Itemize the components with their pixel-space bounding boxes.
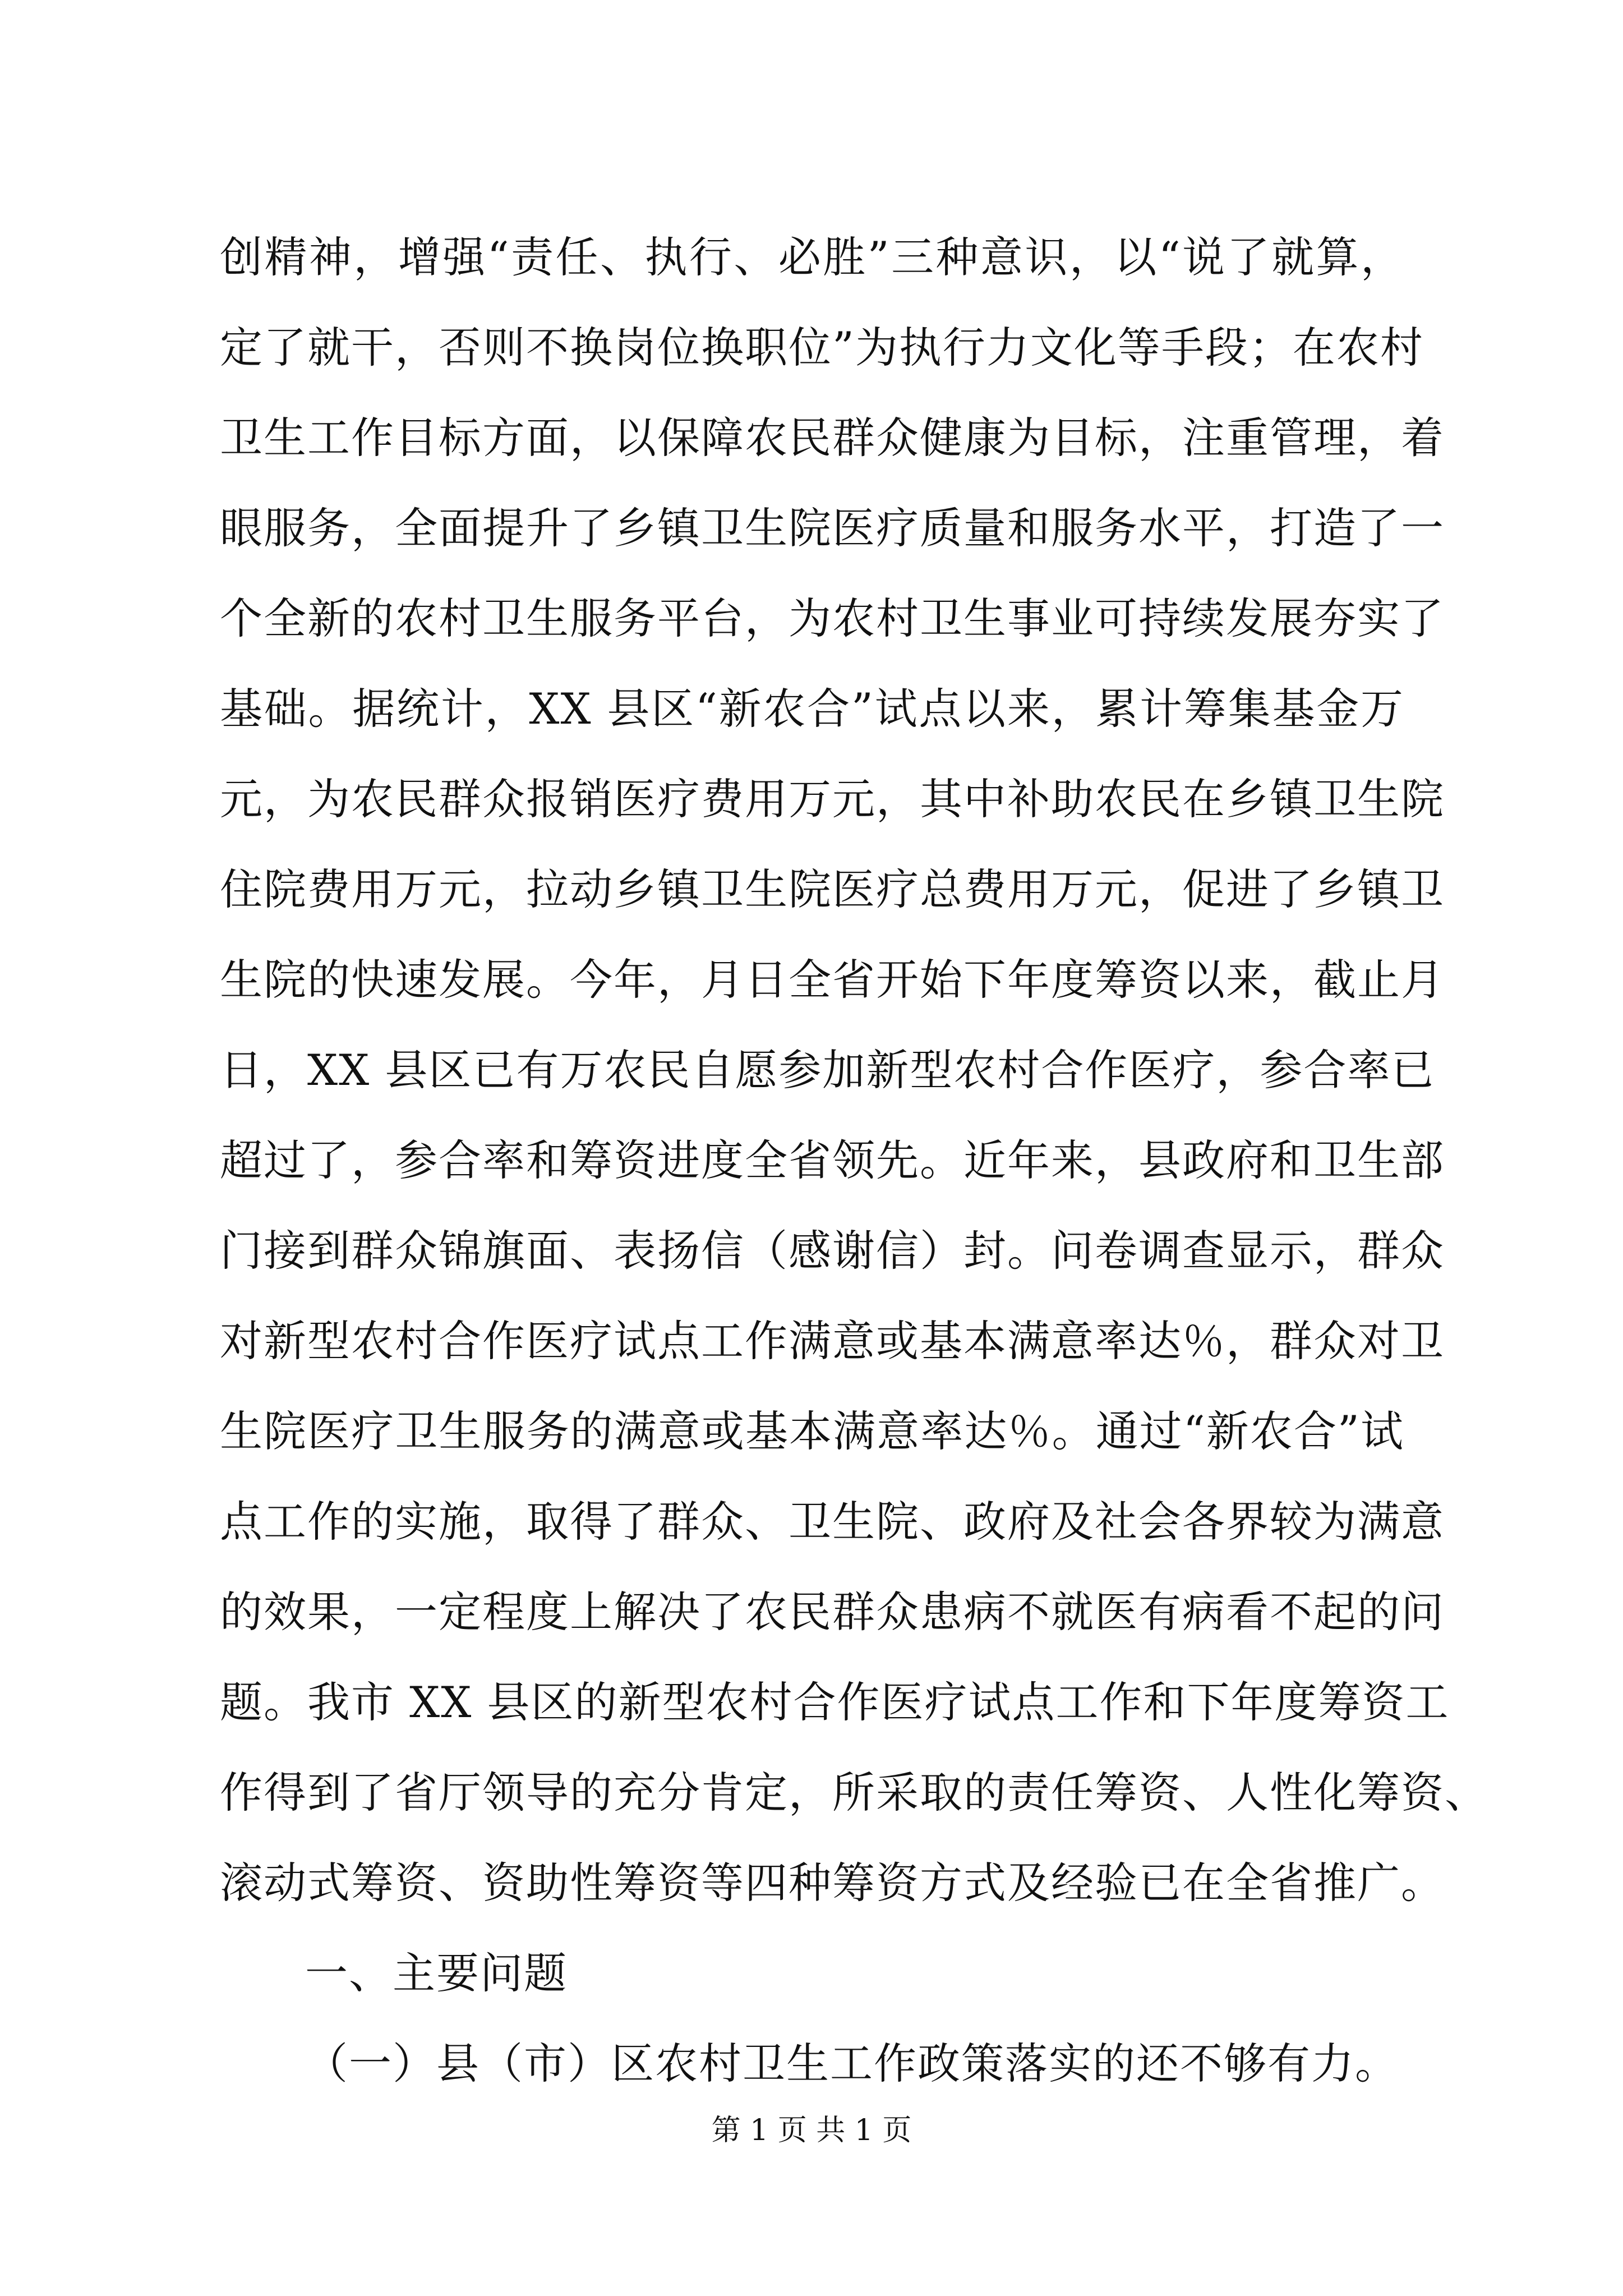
main-paragraph xyxy=(220,212,1488,1928)
paragraph-line: 门接到群众锦旗面、表扬信（感谢信）封。问卷调查显示，群众 xyxy=(220,1226,1445,1276)
paragraph-line: 个全新的农村卫生服务平台，为农村卫生事业可持续发展夯实了 xyxy=(220,593,1445,643)
paragraph-line: 住院费用万元，拉动乡镇卫生院医疗总费用万元，促进了乡镇卫 xyxy=(220,864,1445,914)
paragraph-line: 基础。据统计，XX 县区“新农合”试点以来，累计筹集基金万 xyxy=(220,684,1404,734)
paragraph-line: 题。我市 XX 县区的新型农村合作医疗试点工作和下年度筹资工 xyxy=(220,1677,1450,1727)
body-text xyxy=(220,212,1488,2109)
paragraph-line: 眼服务，全面提升了乡镇卫生院医疗质量和服务水平，打造了一 xyxy=(220,503,1445,553)
paragraph-line: 日，XX 县区已有万农民自愿参加新型农村合作医疗，参合率已 xyxy=(220,1045,1435,1095)
paragraph-line: 生院医疗卫生服务的满意或基本满意率达％。通过“新农合”试 xyxy=(220,1406,1404,1456)
paragraph-line: 创精神，增强“责任、执行、必胜”三种意识，以“说了就算， xyxy=(220,232,1404,282)
page-footer xyxy=(0,2106,1623,2148)
paragraph-line: 元，为农民群众报销医疗费用万元，其中补助农民在乡镇卫生院 xyxy=(220,774,1445,824)
paragraph-line: 滚动式筹资、资助性筹资等四种筹资方式及经验已在全省推广。 xyxy=(220,1858,1445,1908)
paragraph-line: 生院的快速发展。今年，月日全省开始下年度筹资以来，截止月 xyxy=(220,955,1445,1005)
paragraph-line: 定了就干，否则不换岗位换职位”为执行力文化等手段；在农村 xyxy=(220,323,1424,372)
paragraph-line: 的效果，一定程度上解决了农民群众患病不就医有病看不起的问 xyxy=(220,1587,1445,1637)
paragraph-line: 卫生工作目标方面，以保障农民群众健康为目标，注重管理，着 xyxy=(220,413,1445,463)
section-heading: 一、主要问题 xyxy=(305,1948,568,1998)
paragraph-line: 点工作的实施，取得了群众、卫生院、政府及社会各界较为满意 xyxy=(220,1497,1445,1547)
paragraph-line: 对新型农村合作医疗试点工作满意或基本满意率达％，群众对卫 xyxy=(220,1316,1445,1366)
paragraph-line: 作得到了省厅领导的充分肯定，所采取的责任筹资、人性化筹资、 xyxy=(220,1768,1488,1818)
paragraph-line: 超过了，参合率和筹资进度全省领先。近年来，县政府和卫生部 xyxy=(220,1135,1445,1185)
page-number: 第 1 页 共 1 页 xyxy=(711,2114,912,2147)
subsection-heading: （一）县（市）区农村卫生工作政策落实的还不够有力。 xyxy=(305,2039,1399,2088)
